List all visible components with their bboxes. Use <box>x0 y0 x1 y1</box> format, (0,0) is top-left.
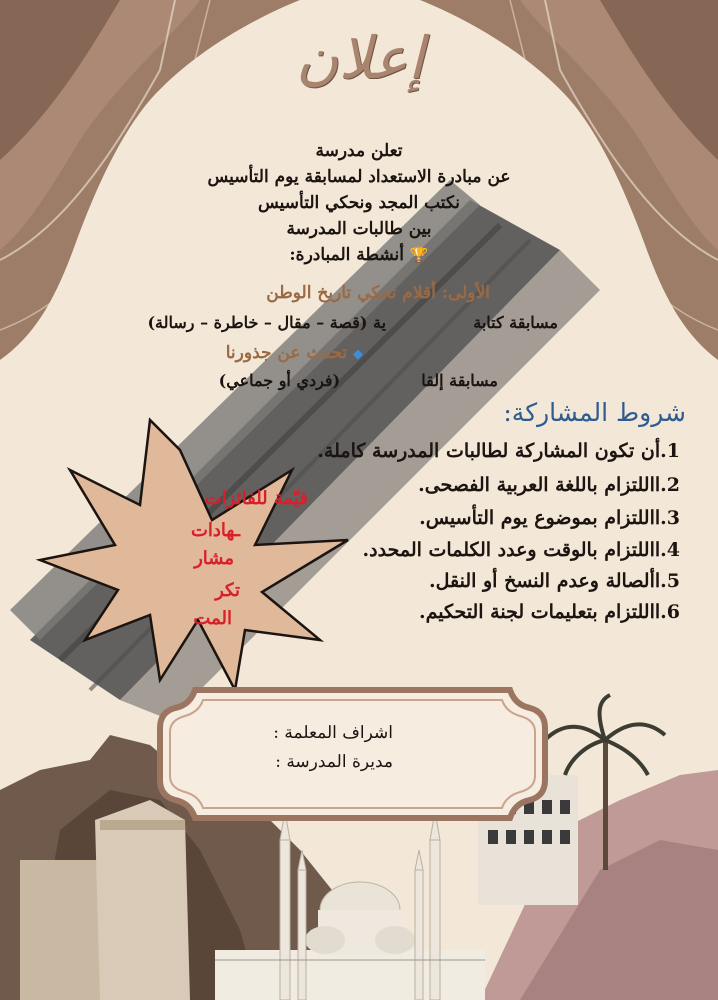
activity-second-detail-a: مسابقة إلقا <box>421 371 498 390</box>
burst-text-line-5: المت <box>193 608 232 629</box>
trophy-icon: 🏆 <box>409 246 429 264</box>
condition-item-5: 5.األصالة وعدم النسخ أو النقل. <box>428 570 680 592</box>
condition-item-6: 6.االلتزام بتعليمات لجنة التحكيم. <box>419 601 680 623</box>
activity-first-detail-b: ية (قصة – مقال – خاطرة – رسالة) <box>147 313 387 332</box>
activity-first-title-row <box>266 283 490 303</box>
activity-second-detail-b: (فردي أو جماعي) <box>218 371 341 390</box>
burst-text-line-2: ـهادات <box>190 520 240 541</box>
condition-item-2: 2.االلتزام باللغة العربية الفصحى. <box>418 474 680 496</box>
activities-heading-row <box>0 244 718 266</box>
principal-label: مديرة المدرسة : <box>275 752 393 772</box>
condition-item-4: 4.االلتزام بالوقت وعدد الكلمات المحدد. <box>362 539 680 561</box>
activity-second-title: تحدث عن جذورنا <box>225 343 348 363</box>
title-calligraphy: إعلان <box>296 24 424 92</box>
conditions-heading: شروط المشاركة: <box>503 398 686 427</box>
intro-line-2: عن مبادرة الاستعداد لمسابقة يوم التأسيس <box>207 167 511 187</box>
intro-line-1: تعلن مدرسة <box>315 141 403 161</box>
activity-first-detail-row <box>147 313 558 332</box>
activity-first-detail-a: مسابقة كتابة <box>473 313 558 332</box>
intro-line-4: بين طالبات المدرسة <box>286 219 432 239</box>
activity-second-title-row <box>226 343 363 363</box>
intro-line-3: نكتب المجد ونحكي التأسيس <box>257 193 461 213</box>
announcement-calligraphy <box>285 8 435 118</box>
condition-item-1: 1.أن تكون المشاركة لطالبات المدرسة كاملة. <box>317 440 680 462</box>
burst-text-line-3: مشار <box>194 548 234 569</box>
activity-first-title: الأولى: أقلام تحكي تاريخ الوطن <box>266 283 490 303</box>
diamond-bullet-icon: ◆ <box>353 347 363 362</box>
condition-item-3: 3.االلتزام بموضوع يوم التأسيس. <box>419 507 680 529</box>
activities-heading: أنشطة المبادرة: <box>289 245 404 265</box>
activity-second-detail-row <box>219 371 498 390</box>
burst-text-line-1: قيّمة للفائزات <box>204 488 308 509</box>
burst-text-line-4: تكر <box>215 580 240 601</box>
supervisor-label: اشراف المعلمة : <box>273 723 393 743</box>
